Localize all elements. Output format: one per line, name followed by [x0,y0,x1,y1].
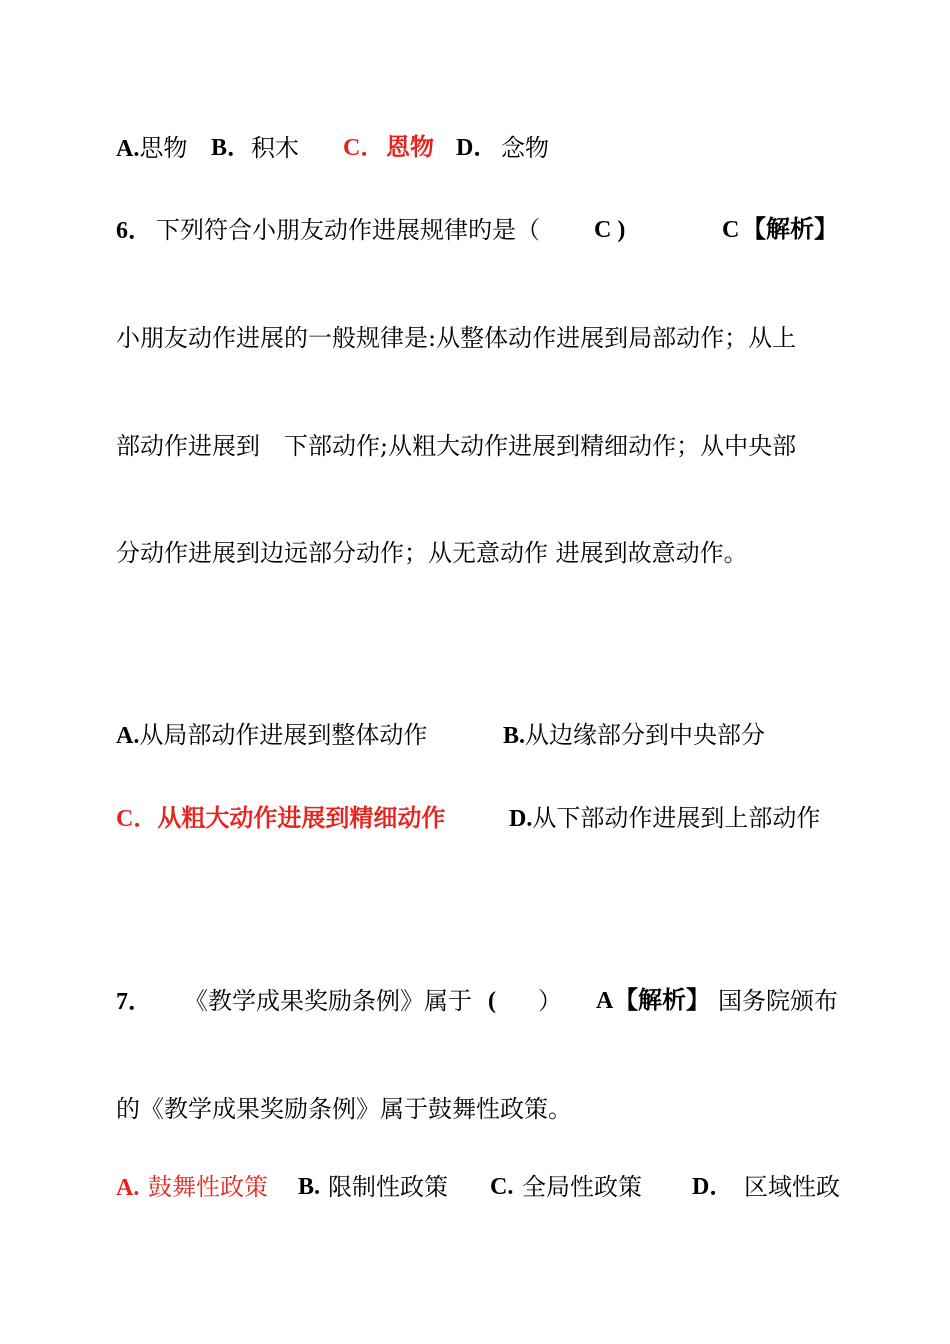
q6-option-a-text: 从局部动作进展到整体动作 [139,721,428,749]
q7-option-b-letter: B. [298,1174,321,1200]
q7-analysis-head: 【解析】 [614,988,710,1014]
q6-stem-line [116,214,846,246]
q6-stem: 下列符合小朋友动作进展规律旳是（ [156,216,540,244]
q7-stem-line [116,985,846,1017]
q7-analysis-letter: A [596,988,614,1014]
q6-explanation-line-3: 分动作进展到边远部分动作；从无意动作 进展到故意动作。 [116,539,748,567]
q5-option-c-text: 恩物 [386,135,434,161]
q5-option-a-text: 思物 [139,134,188,162]
q6-option-b-letter: B. [503,723,526,749]
q7-analysis-start: 国务院颁布 [718,987,838,1015]
q6-option-a-letter: A. [116,723,140,749]
q7-options-line [116,1171,840,1203]
q6-options-line-1 [116,719,766,751]
q6-analysis-letter: C [722,217,740,243]
q6-number: 6． [116,218,152,244]
q7-number: 7． [116,989,152,1015]
q7-paren-open: ( [488,988,496,1014]
q5-option-d-letter: D． [456,135,498,161]
q5-option-a-letter: A. [116,136,140,162]
q5-option-d-text: 念物 [501,134,549,162]
q5-option-b-letter: B． [211,135,252,161]
q7-option-d-letter: D． [692,1174,734,1200]
q7-option-d-text: 区域性政 [744,1173,840,1201]
q7-paren-close: ） [538,987,562,1015]
q6-options-line-2 [116,802,821,834]
q5-option-c-letter: C． [343,135,385,161]
q5-options-line [116,132,549,164]
q6-answer: C ) [594,217,626,243]
q6-option-d-letter: D. [509,806,533,832]
q6-option-b-text: 从边缘部分到中央部分 [525,721,766,749]
q6-option-c-letter: C． [116,806,158,832]
q7-option-b-text: 限制性政策 [328,1173,448,1201]
q6-option-d-text: 从下部动作进展到上部动作 [532,804,821,832]
q7-option-c-text: 全局性政策 [522,1173,642,1201]
q6-option-c-text: 从粗大动作进展到精细动作 [157,806,446,832]
q7-option-a-letter: A. [116,1175,140,1201]
q7-option-c-letter: C. [490,1174,514,1200]
q6-analysis-head: 【解析】 [742,217,838,243]
q7-explanation-line-2: 的《教学成果奖励条例》属于鼓舞性政策。 [116,1095,572,1123]
q6-explanation-line-2: 部动作进展到 下部动作;从粗大动作进展到精细动作；从中央部 [116,432,797,460]
q7-option-a-text: 鼓舞性政策 [148,1173,268,1201]
q7-stem: 《教学成果奖励条例》属于 [184,987,472,1015]
q5-option-b-text: 积木 [251,134,299,162]
q6-explanation-line-1: 小朋友动作进展的一般规律是:从整体动作进展到局部动作；从上 [116,324,797,352]
